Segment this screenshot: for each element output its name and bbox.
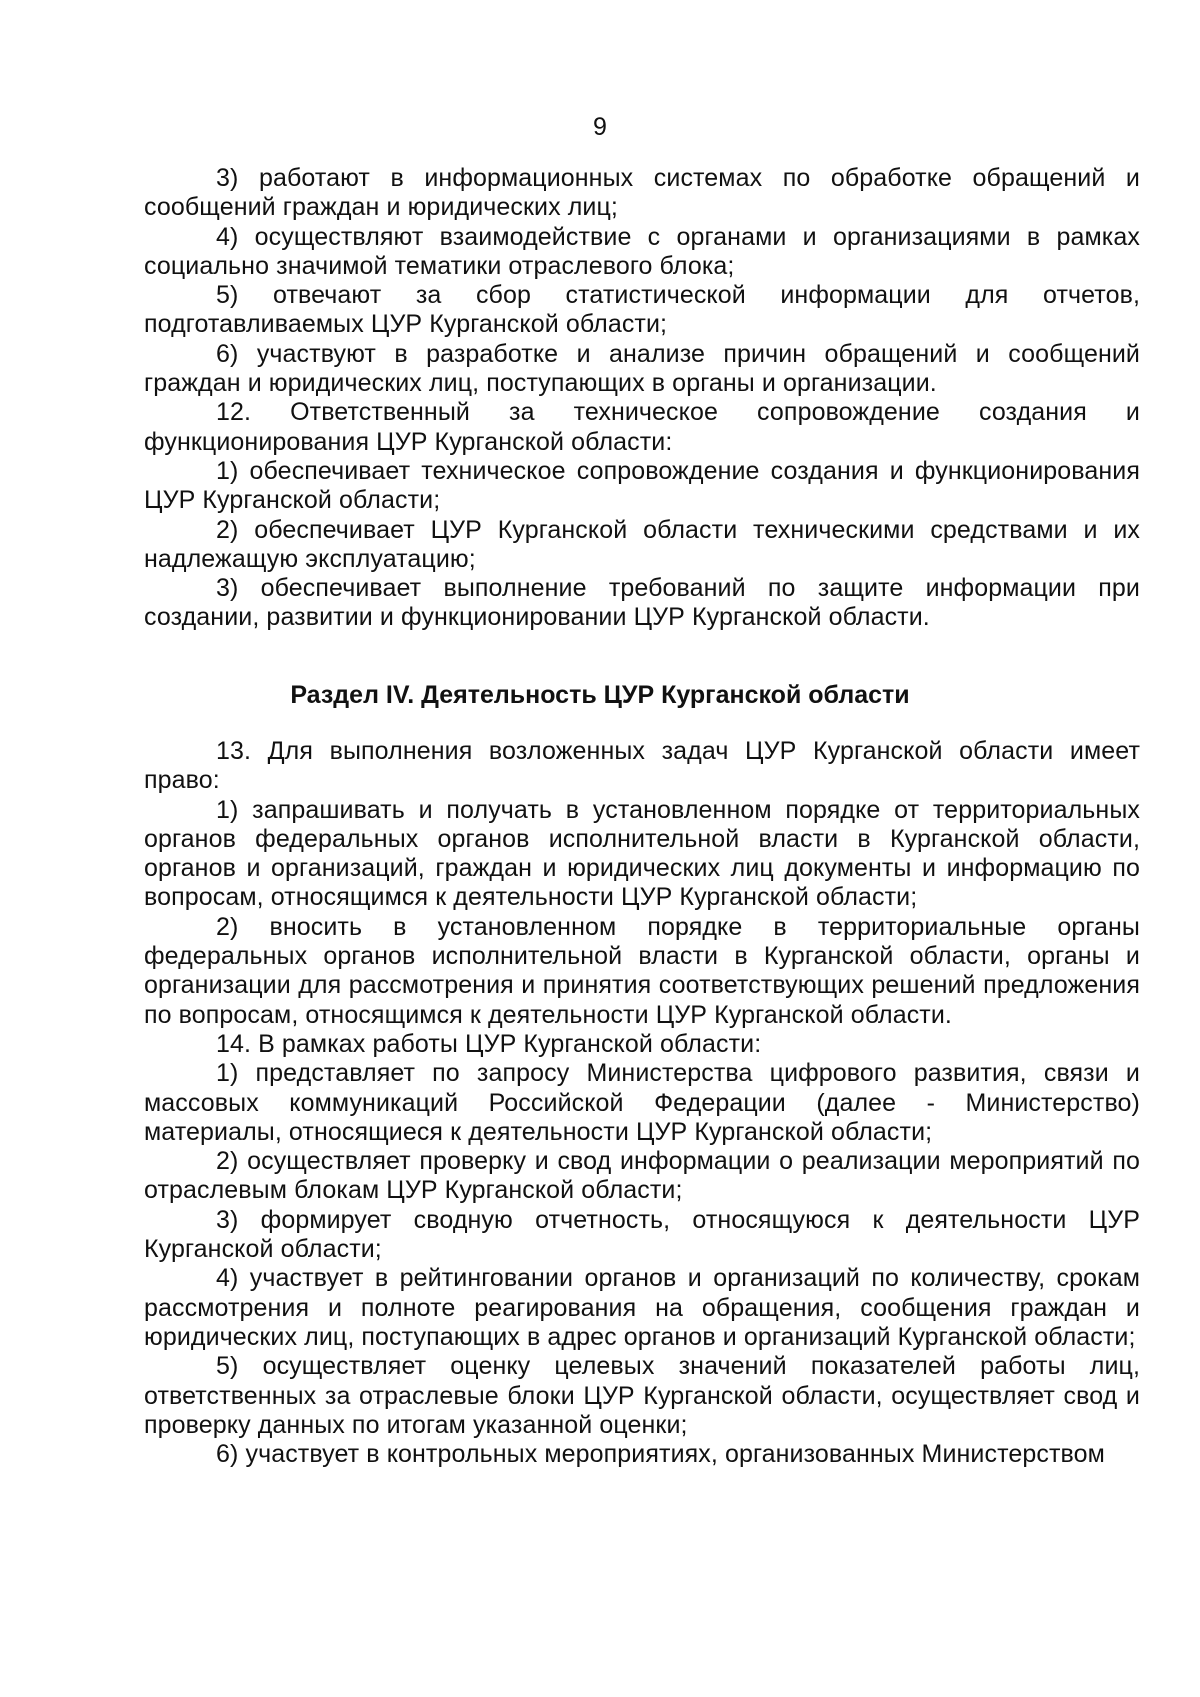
paragraph-clause-13-item-2: 2) вносить в установленном порядке в территориальные органы федеральных органов исполнительной власти в Курганской области, органы и организации для рассмотрения и принятия соответствующих решений предложения по вопросам, относящимся к деятельности ЦУР Курганской области. (144, 912, 1140, 1029)
paragraph-clause-12-item-2: 2) обеспечивает ЦУР Курганской области техническими средствами и их надлежащую эксплуатацию; (144, 515, 1140, 573)
paragraph-item-5-statistics: 5) отвечают за сбор статистической информации для отчетов, подготавливаемых ЦУР Курганской области; (144, 281, 1140, 339)
paragraph-clause-14-item-1: 1) представляет по запросу Министерства цифрового развития, связи и массовых коммуникаций Российской Федерации (далее - Министерство) материалы, относящиеся к деятельности ЦУР Курганской области; (144, 1059, 1140, 1146)
paragraph-clause-12-item-3: 3) обеспечивает выполнение требований по защите информации при создании, развитии и функционировании ЦУР Курганской области. (144, 574, 1140, 632)
paragraph-item-6-analysis: 6) участвуют в разработке и анализе причин обращений и сообщений граждан и юридических лиц, поступающих в органы и организации. (144, 339, 1140, 398)
paragraph-clause-13-item-1: 1) запрашивать и получать в установленном порядке от территориальных органов федеральных органов исполнительной власти в Курганской области, органов и организаций, граждан и юридических лиц документы и информацию по вопросам, относящимся к деятельности ЦУР Курганской области; (144, 795, 1140, 912)
paragraph-clause-14-item-2: 2) осуществляет проверку и свод информации о реализации мероприятий по отраслевым блокам ЦУР Курганской области; (144, 1147, 1140, 1205)
paragraph-item-3-work-in-systems: 3) работают в информационных системах по обработке обращений и сообщений граждан и юридических лиц; (144, 164, 1140, 222)
paragraph-clause-12: 12. Ответственный за техническое сопровождение создания и функционирования ЦУР Курганской области: (144, 398, 1140, 456)
paragraph-clause-14-item-5: 5) осуществляет оценку целевых значений показателей работы лиц, ответственных за отраслевые блоки ЦУР Курганской области, осуществляет свод и проверку данных по итогам указанной оценки; (144, 1352, 1140, 1439)
section-bottom-text (144, 737, 1140, 1469)
paragraph-clause-14: 14. В рамках работы ЦУР Курганской области: (216, 1029, 762, 1058)
paragraph-clause-13: 13. Для выполнения возложенных задач ЦУР Курганской области имеет право: (144, 737, 1140, 795)
section-top-text (144, 164, 1140, 633)
paragraph-item-4-interaction: 4) осуществляют взаимодействие с органами и организациями в рамках социально значимой тематики отраслевого блока; (144, 222, 1140, 280)
paragraph-clause-14-item-3: 3) формирует сводную отчетность, относящуюся к деятельности ЦУР Курганской области; (144, 1205, 1140, 1264)
paragraph-clause-14-item-6: 6) участвует в контрольных мероприятиях, организованных Министерством (216, 1440, 1105, 1469)
paragraph-clause-14-item-4: 4) участвует в рейтинговании органов и организаций по количеству, срокам рассмотрения и полноте реагирования на обращения, сообщения граждан и юридических лиц, поступающих в адрес органов и организаций Курганской области; (144, 1264, 1140, 1351)
page-number: 9 (593, 113, 607, 141)
section-heading: Раздел IV. Деятельность ЦУР Курганской области (290, 681, 910, 709)
paragraph-clause-12-item-1: 1) обеспечивает техническое сопровождение создания и функционирования ЦУР Курганской области; (144, 456, 1140, 515)
